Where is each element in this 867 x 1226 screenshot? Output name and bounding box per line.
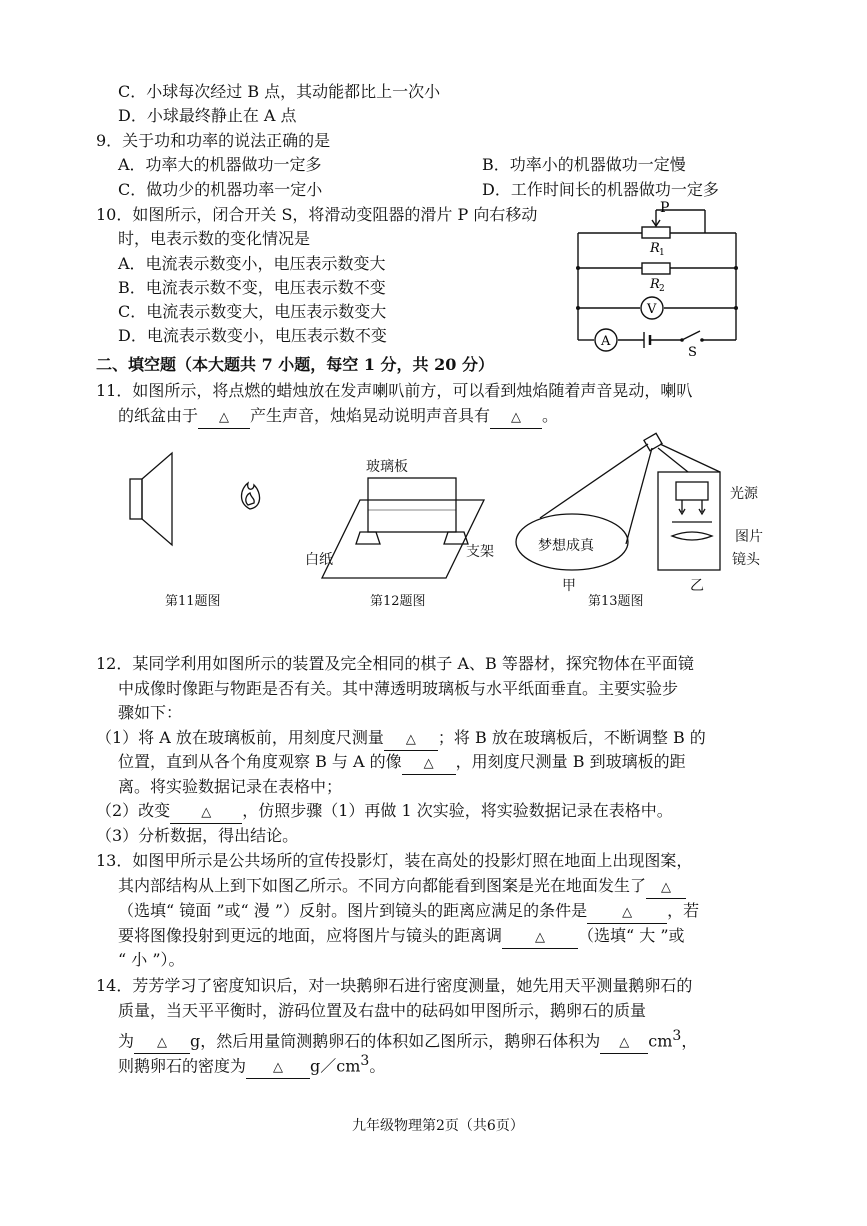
q11-line-2: 的纸盆由于 △ 产生声音，烛焰晃动说明声音具有 △ 。	[118, 406, 558, 429]
fig13-caption: 第13题图	[588, 594, 644, 609]
r2-sub: 2	[659, 284, 665, 294]
fig13-jia-label: 甲	[562, 578, 576, 594]
q13-line-3: （选填“ 镜面 ”或“ 漫 ”）反射。图片到镜头的距离应满足的条件是 △ ，若	[118, 901, 699, 924]
q14-line-3: 为 △ g，然后用量筒测鹅卵石的体积如乙图所示，鹅卵石体积为 △ $cm^3$，	[118, 1026, 697, 1054]
q10-option-b: B．电流表示数不变，电压表示数不变	[118, 278, 386, 297]
answer-blank[interactable]: △	[646, 876, 686, 899]
answer-blank[interactable]: △	[502, 926, 578, 949]
q12-step-1-line-3: 离。将实验数据记录在表格中；	[118, 777, 343, 796]
r1-label: R	[650, 241, 660, 256]
answer-blank[interactable]: △	[587, 901, 667, 924]
q9-option-d: D．工作时间长的机器做功一定多	[482, 180, 719, 199]
lens-label: 镜头	[732, 552, 760, 568]
slider-p-label: P	[660, 200, 670, 216]
q12-line-2: 中成像时像距与物距是否有关。其中薄透明玻璃板与水平纸面垂直。主要实验步	[118, 679, 679, 698]
q12-line-3: 骤如下：	[118, 703, 183, 722]
page-footer: 九年级物理第2页（共6页）	[352, 1118, 524, 1134]
q12-step-2: （2）改变 △ ，仿照步骤（1）再做 1 次实验，将实验数据记录在表格中。	[96, 801, 673, 824]
q12-step-1-line-2: 位置，直到从各个角度观察 B 与 A 的像 △ ，用刻度尺测量 B 到玻璃板的距	[118, 752, 686, 775]
answer-blank[interactable]: △	[246, 1056, 310, 1079]
q9-option-b: B．功率小的机器做功一定慢	[482, 155, 686, 174]
q13-line-4: 要将图像投射到更远的地面，应将图片与镜头的距离调 △ （选填“ 大 ”或	[118, 926, 685, 949]
q9-option-a: A．功率大的机器做功一定多	[118, 155, 322, 174]
q9-stem: 9．关于功和功率的说法正确的是	[96, 131, 331, 150]
q12-step-3: （3）分析数据，得出结论。	[96, 826, 299, 845]
picture-label: 图片	[735, 529, 763, 545]
q10-stem-1: 10．如图所示，闭合开关 S，将滑动变阻器的滑片 P 向右移动	[96, 205, 538, 224]
switch-label: S	[688, 345, 697, 358]
answer-blank[interactable]: △	[402, 752, 456, 775]
section-2-heading: 二、填空题（本大题共 7 小题，每空 1 分，共 20 分）	[96, 355, 494, 374]
q10-option-a: A．电流表示数变小，电压表示数变大	[118, 254, 386, 273]
r1-sub: 1	[659, 248, 665, 258]
fig11-caption: 第11题图	[165, 594, 221, 609]
fig12-caption: 第12题图	[370, 594, 426, 609]
answer-blank[interactable]: △	[490, 406, 542, 429]
r2-label: R	[650, 277, 660, 292]
q11-line-1: 11．如图所示，将点燃的蜡烛放在发声喇叭前方，可以看到烛焰随着声音晃动，喇叭	[96, 381, 693, 400]
q10-stem-2: 时，电表示数的变化情况是	[118, 229, 311, 248]
q14-line-4: 则鹅卵石的密度为 △ $g/cm^3$。	[118, 1051, 385, 1079]
q14-line-1: 14．芳芳学习了密度知识后，对一块鹅卵石进行密度测量，她先用天平测量鹅卵石的	[96, 976, 693, 995]
fig13-yi-label: 乙	[690, 578, 704, 594]
q14-line-2: 质量，当天平平衡时，游码位置及右盘中的砝码如甲图所示，鹅卵石的质量	[118, 1001, 647, 1020]
voltmeter-label: V	[647, 302, 657, 317]
ammeter-label: A	[601, 334, 611, 349]
q12-line-1: 12．某同学利用如图所示的装置及完全相同的棋子 A、B 等器材，探究物体在平面镜	[96, 654, 694, 673]
answer-blank[interactable]: △	[384, 728, 438, 751]
q10-option-d: D．电流表示数变小，电压表示数不变	[118, 326, 387, 345]
q10-circuit-diagram	[570, 198, 750, 358]
q8-option-d: D．小球最终静止在 A 点	[118, 106, 297, 125]
answer-blank[interactable]: △	[198, 406, 250, 429]
light-source-label: 光源	[730, 486, 758, 502]
answer-blank[interactable]: △	[600, 1031, 648, 1054]
dream-text: 梦想成真	[538, 538, 594, 554]
answer-blank[interactable]: △	[170, 801, 242, 824]
q13-line-2: 其内部结构从上到下如图乙所示。不同方向都能看到图案是光在地面发生了 △	[118, 876, 686, 899]
glass-plate-label: 玻璃板	[366, 459, 408, 475]
fig11-speaker-candle	[120, 445, 280, 555]
answer-blank[interactable]: △	[134, 1031, 190, 1054]
white-paper-label: 白纸	[305, 552, 333, 568]
stand-label: 支架	[466, 544, 494, 560]
q12-step-1-line-1: （1）将 A 放在玻璃板前，用刻度尺测量 △ ；将 B 放在玻璃板后，不断调整 B 的	[96, 728, 706, 751]
q8-option-c: C．小球每次经过 B 点，其动能都比上一次小	[118, 82, 441, 101]
q13-line-1: 13．如图甲所示是公共场所的宣传投影灯，装在高处的投影灯照在地面上出现图案，	[96, 851, 693, 870]
q13-line-5: “ 小 ”）。	[118, 950, 185, 969]
q10-option-c: C．电流表示数变大，电压表示数变大	[118, 302, 387, 321]
q9-option-c: C．做功少的机器功率一定小	[118, 180, 323, 199]
